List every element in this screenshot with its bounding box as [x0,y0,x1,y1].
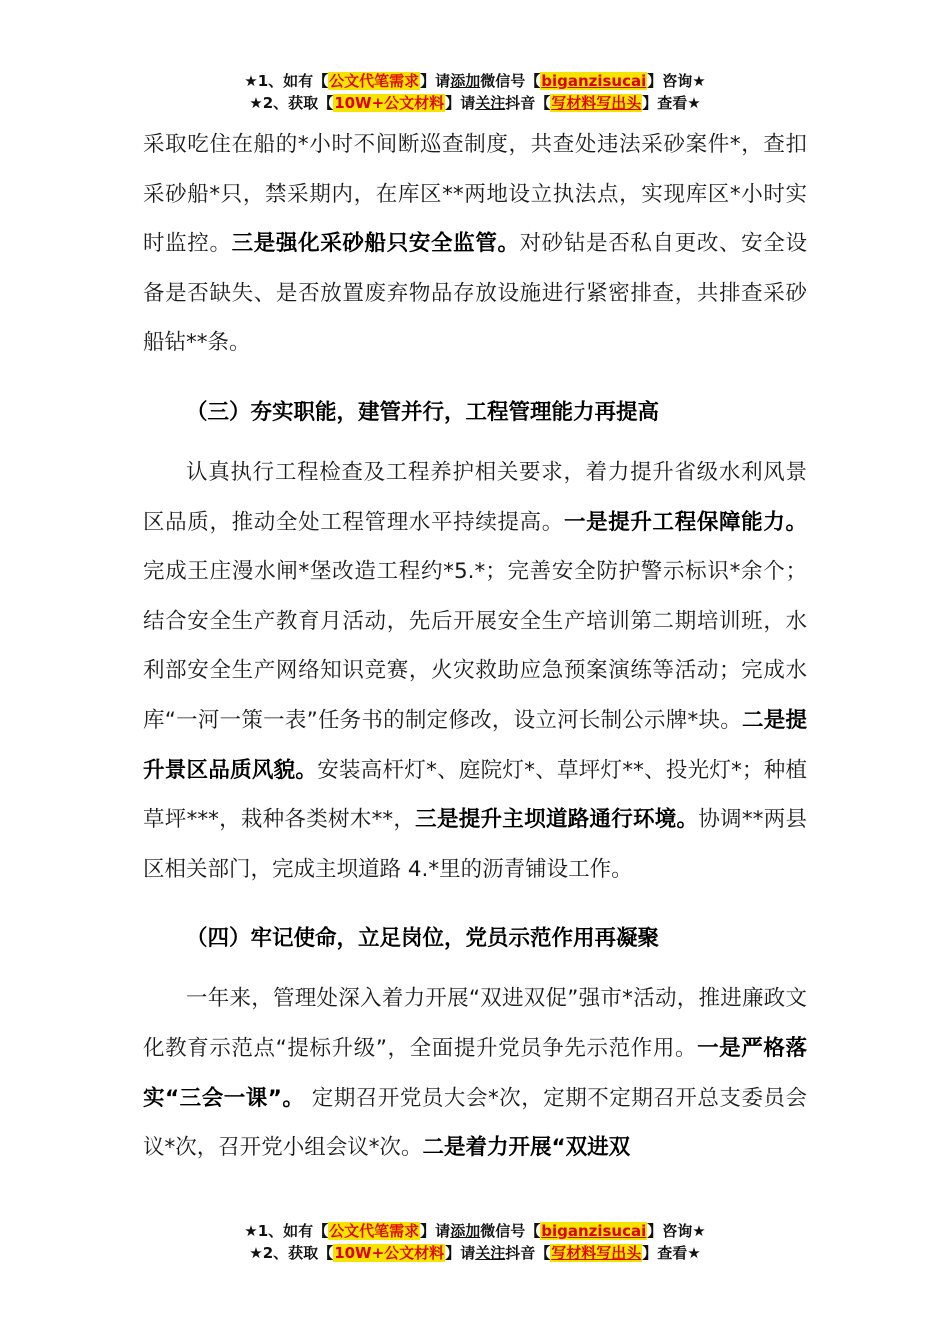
banner-text: ★2、获取【 [249,1244,334,1262]
bold-lead: 一是严格落实“三会一课”。 [143,1035,807,1111]
body-text: 协调**两县区相关部门，完成主坝道路 4.*里的沥青铺设工作。 [143,807,807,882]
banner-text: 】请 [445,94,476,112]
banner-highlight: 公文代笔需求 [329,1222,420,1240]
section-heading-3: （三）夯实职能，建管并行，工程管理能力再提高 [186,399,660,425]
banner-text: ★1、如有【 [244,1222,329,1240]
paragraph-3 [143,974,807,1172]
banner-text: 】请 [420,72,451,90]
banner-text: 抖音【 [505,1244,551,1262]
banner-text: 】咨询★ [647,1222,706,1240]
banner-text: 微信号【 [480,72,541,90]
banner-text: 微信号【 [480,1222,541,1240]
banner-underline: 添加 [450,72,481,90]
body-text: 认真执行工程检查及工程养护相关要求，着力提升省级水利风景区品质，推动全处工程管理水平持续提高。 [143,459,807,535]
bold-lead: 一是提升工程保障能力。 [563,509,807,535]
bold-lead: 三是强化采砂船只安全监管。 [231,231,520,257]
banner-douyin-id: 写材料写出头 [551,1244,642,1262]
banner-line-1 [0,1220,950,1242]
banner-wechat-id: biganzisucai [541,1222,647,1240]
body-text: 安装高杆灯*、庭院灯*、草坪灯**、投光灯*；种植草坪***，栽种各类树木**， [143,757,807,833]
body-text: 采取吃住在船的*小时不间断巡查制度，共查处违法采砂案件*，查扣采砂船*只，禁采期内，在库区**两地设立执法点，实现库区*小时实时监控。 [143,132,807,257]
bold-lead: 二是提升景区品质风貌。 [143,707,807,783]
banner-text: 】咨询★ [647,72,706,90]
document-body [143,120,807,1173]
body-text: 一年来，管理处深入着力开展“双进双促”强市*活动，推进廉政文化教育示范点“提标升级”，全面提升党员争先示范作用。 [143,986,807,1061]
banner-text: ★1、如有【 [244,72,329,90]
banner-highlight: 10W+公文材料 [334,94,445,112]
paragraph-2 [143,448,807,894]
banner-wechat-id: biganzisucai [541,72,647,90]
bottom-banner [0,1220,950,1264]
body-text: 对砂钻是否私自更改、安全设备是否缺失、是否放置废弃物品存放设施进行紧密排查，共排查采砂船钻**条。 [143,231,807,356]
banner-text: 】请 [445,1244,476,1262]
section-heading-4: （四）牢记使命，立足岗位，党员示范作用再凝聚 [186,926,660,952]
bold-lead: 三是提升主坝道路通行环境。 [415,807,699,833]
top-banner [0,70,950,114]
banner-underline: 关注 [475,94,506,112]
banner-highlight: 10W+公文材料 [334,1244,445,1262]
banner-text: 】查看★ [642,94,701,112]
banner-underline: 添加 [450,1222,481,1240]
banner-underline: 关注 [475,1244,506,1262]
bold-lead: 二是着力开展“双进双 [422,1135,631,1161]
banner-line-1 [0,70,950,92]
banner-text: 】请 [420,1222,451,1240]
banner-text: 抖音【 [505,94,551,112]
banner-highlight: 公文代笔需求 [329,72,420,90]
banner-text: 】查看★ [642,1244,701,1262]
paragraph-1 [143,120,807,368]
body-text: 完成王庄漫水闸*堡改造工程约*5.*；完善安全防护警示标识*余个；结合安全生产教育月活动，先后开展安全生产培训第二期培训班，水利部安全生产网络知识竞赛，火灾救助应急预案演练等活动；完成水库“一河一策一表”任务书的制定修改，设立河长制公示牌*块。 [143,559,807,733]
banner-line-2 [0,92,950,114]
banner-text: ★2、获取【 [249,94,334,112]
banner-line-2 [0,1242,950,1264]
banner-douyin-id: 写材料写出头 [551,94,642,112]
body-text: 定期召开党员大会*次，定期不定期召开总支委员会议*次，召开党小组会议*次。 [143,1085,807,1161]
